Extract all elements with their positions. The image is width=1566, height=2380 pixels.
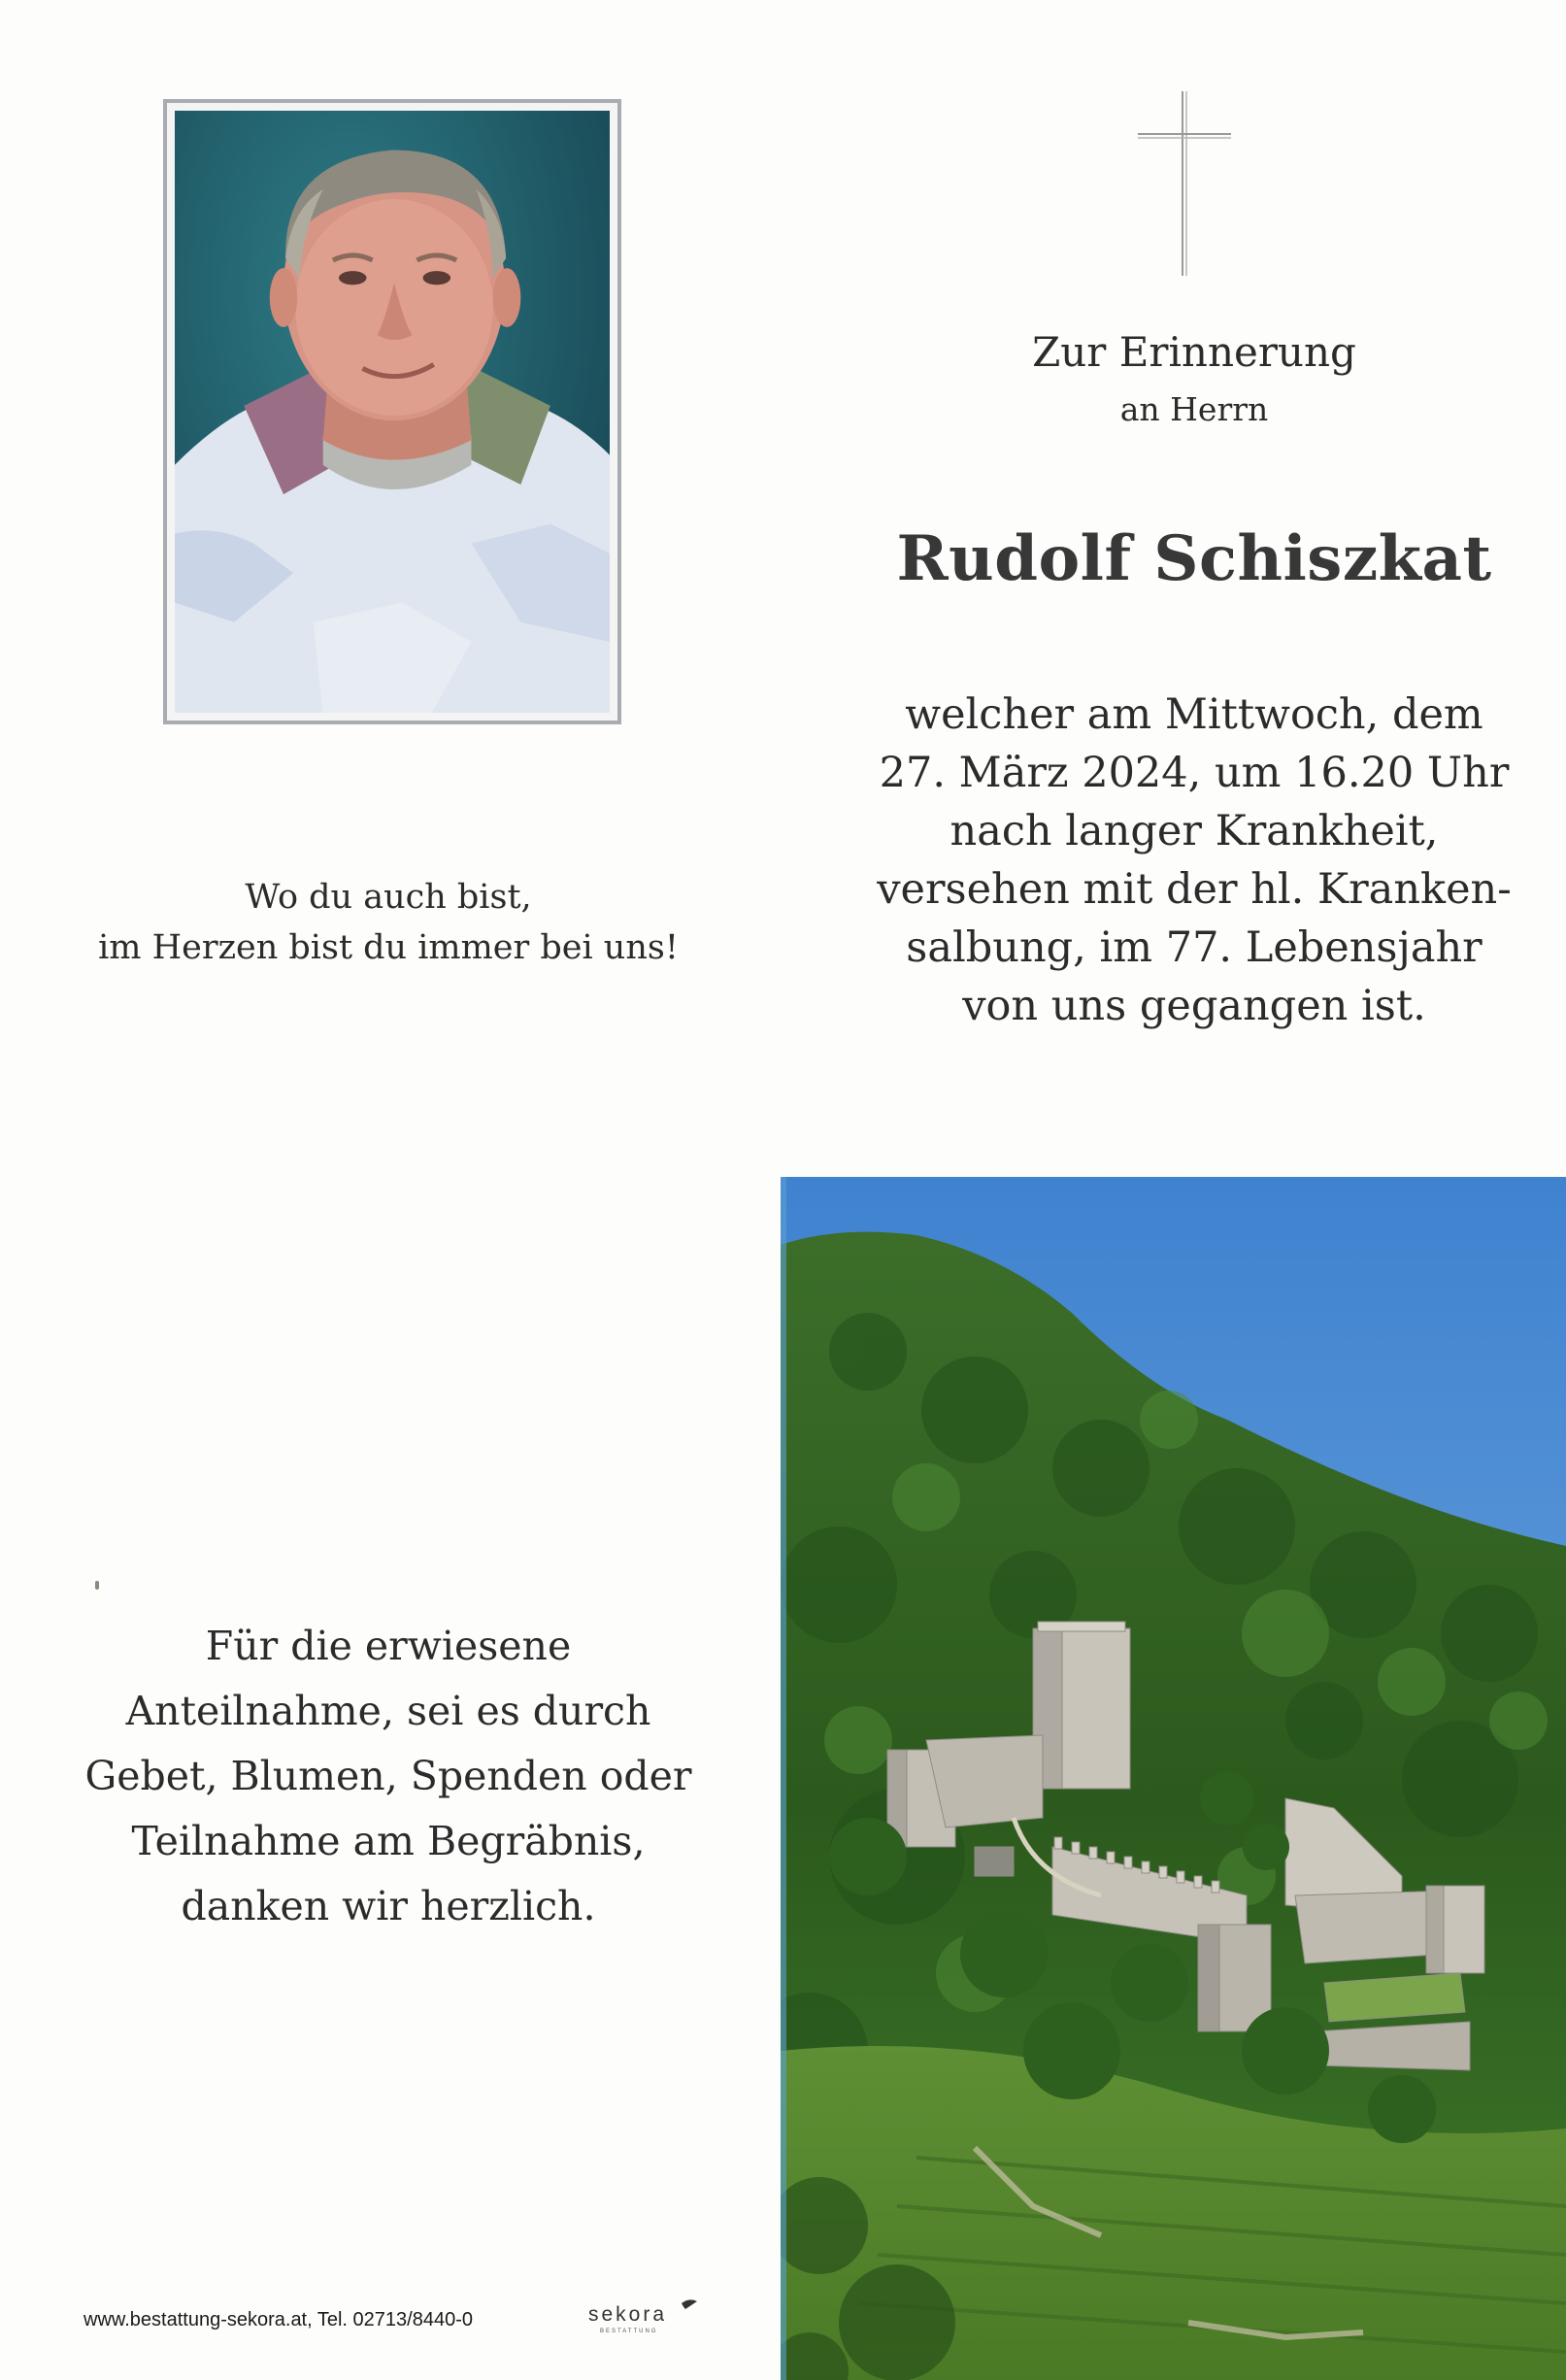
contact-footer: www.bestattung-sekora.at, Tel. 02713/8440-0 <box>83 2309 473 2330</box>
thanks-text <box>58 1614 718 1939</box>
deceased-name: Rudolf Schiszkat <box>896 522 1492 595</box>
funeral-home-logo <box>586 2296 713 2338</box>
details-line: nach langer Krankheit, <box>950 807 1439 855</box>
quote-line: im Herzen bist du immer bei uns! <box>98 928 679 967</box>
scan-speck <box>95 1581 99 1590</box>
thanks-line: Teilnahme am Begräbnis, <box>131 1818 646 1864</box>
castle-landscape-photo <box>781 1177 1566 2380</box>
castle-landscape-illustration <box>781 1177 1566 2380</box>
details-line: salbung, im 77. Lebensjahr <box>906 923 1483 972</box>
details-line: versehen mit der hl. Kranken- <box>877 865 1512 914</box>
memorial-quote <box>58 872 718 973</box>
bird-icon <box>682 2299 697 2309</box>
death-details <box>854 686 1534 1035</box>
details-line: von uns gegangen ist. <box>962 982 1426 1030</box>
thanks-line: Anteilnahme, sei es durch <box>125 1688 651 1734</box>
thanks-line: danken wir herzlich. <box>181 1883 596 1929</box>
cross-icon <box>1136 89 1233 278</box>
thanks-line: Für die erwiesene <box>205 1623 572 1669</box>
portrait-illustration <box>175 111 610 713</box>
logo-name: sekora <box>588 2303 668 2326</box>
details-line: welcher am Mittwoch, dem <box>905 690 1483 739</box>
memorial-intro: Zur Erinnerung <box>1032 328 1356 376</box>
details-line: 27. März 2024, um 16.20 Uhr <box>879 749 1510 797</box>
quote-line: Wo du auch bist, <box>245 878 532 917</box>
thanks-line: Gebet, Blumen, Spenden oder <box>84 1753 692 1799</box>
portrait-photo-frame <box>163 99 621 724</box>
portrait-photo <box>175 111 610 713</box>
logo-subtitle: BESTATTUNG <box>600 2329 658 2334</box>
memorial-intro-sub: an Herrn <box>1119 390 1269 428</box>
